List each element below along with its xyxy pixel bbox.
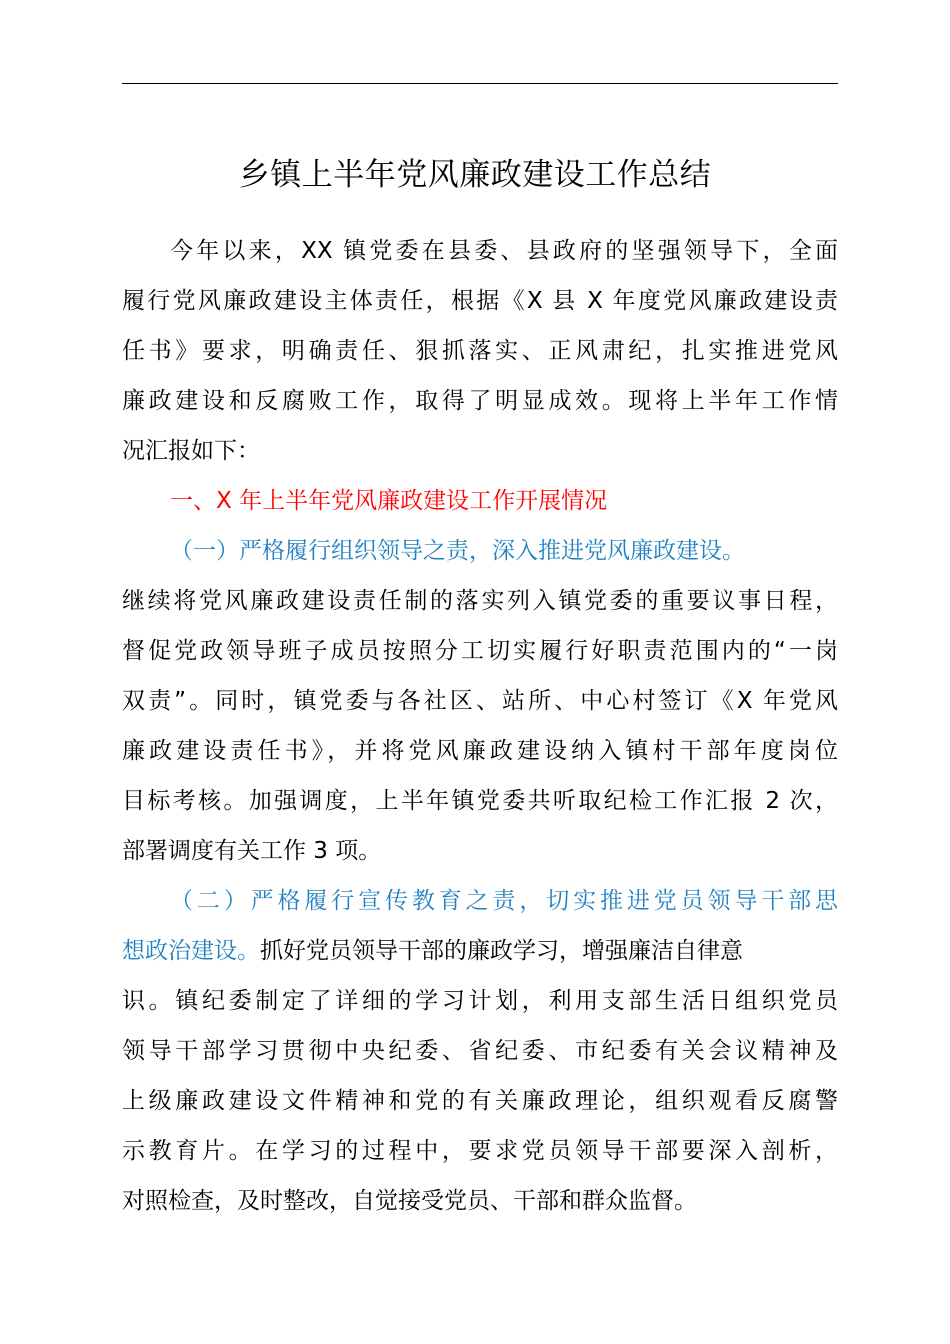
paragraph-line: 双责”。同时，镇党委与各社区、站所、中心村签订《X 年党风 — [122, 688, 838, 714]
paragraph-line: 识。镇纪委制定了详细的学习计划，利用支部生活日组织党员 — [122, 988, 838, 1014]
intro-line: 廉政建设和反腐败工作，取得了明显成效。现将上半年工作情 — [122, 388, 838, 414]
paragraph-line: 部署调度有关工作 3 项。 — [122, 838, 382, 864]
paragraph-line: 对照检查，及时整改，自觉接受党员、干部和群众监督。 — [122, 1188, 697, 1214]
section-heading: 一、X 年上半年党风廉政建设工作开展情况 — [170, 488, 608, 514]
paragraph-text: 抓好党员领导干部的廉政学习，增强廉洁自律意 — [260, 938, 743, 964]
subsection-heading: （二）严格履行宣传教育之责，切实推进党员领导干部思 — [170, 888, 838, 914]
document-body — [122, 226, 838, 1226]
subsection-heading-tail: 想政治建设。 — [122, 938, 260, 964]
intro-line: 任书》要求，明确责任、狠抓落实、正风肃纪，扎实推进党风 — [122, 338, 838, 364]
subsection-heading: （一）严格履行组织领导之责，深入推进党风廉政建设。 — [170, 538, 745, 564]
intro-line: 今年以来，XX 镇党委在县委、县政府的坚强领导下，全面 — [170, 238, 838, 264]
paragraph-line: 目标考核。加强调度，上半年镇党委共听取纪检工作汇报 2 次， — [122, 788, 838, 814]
paragraph-line: 廉政建设责任书》，并将党风廉政建设纳入镇村干部年度岗位 — [122, 738, 838, 764]
intro-line: 况汇报如下： — [122, 438, 260, 464]
header-rule — [122, 83, 838, 84]
paragraph-line: 上级廉政建设文件精神和党的有关廉政理论，组织观看反腐警 — [122, 1088, 838, 1114]
paragraph-line: 继续将党风廉政建设责任制的落实列入镇党委的重要议事日程， — [122, 588, 838, 614]
page-title: 乡镇上半年党风廉政建设工作总结 — [238, 157, 712, 193]
paragraph-line: 示教育片。在学习的过程中，要求党员领导干部要深入剖析， — [122, 1138, 838, 1164]
paragraph-line: 督促党政领导班子成员按照分工切实履行好职责范围内的“一岗 — [122, 638, 838, 664]
paragraph-line: 领导干部学习贯彻中央纪委、省纪委、市纪委有关会议精神及 — [122, 1038, 838, 1064]
intro-line: 履行党风廉政建设主体责任，根据《X 县 X 年度党风廉政建设责 — [122, 288, 838, 314]
paragraph-line-mixed — [122, 926, 838, 976]
